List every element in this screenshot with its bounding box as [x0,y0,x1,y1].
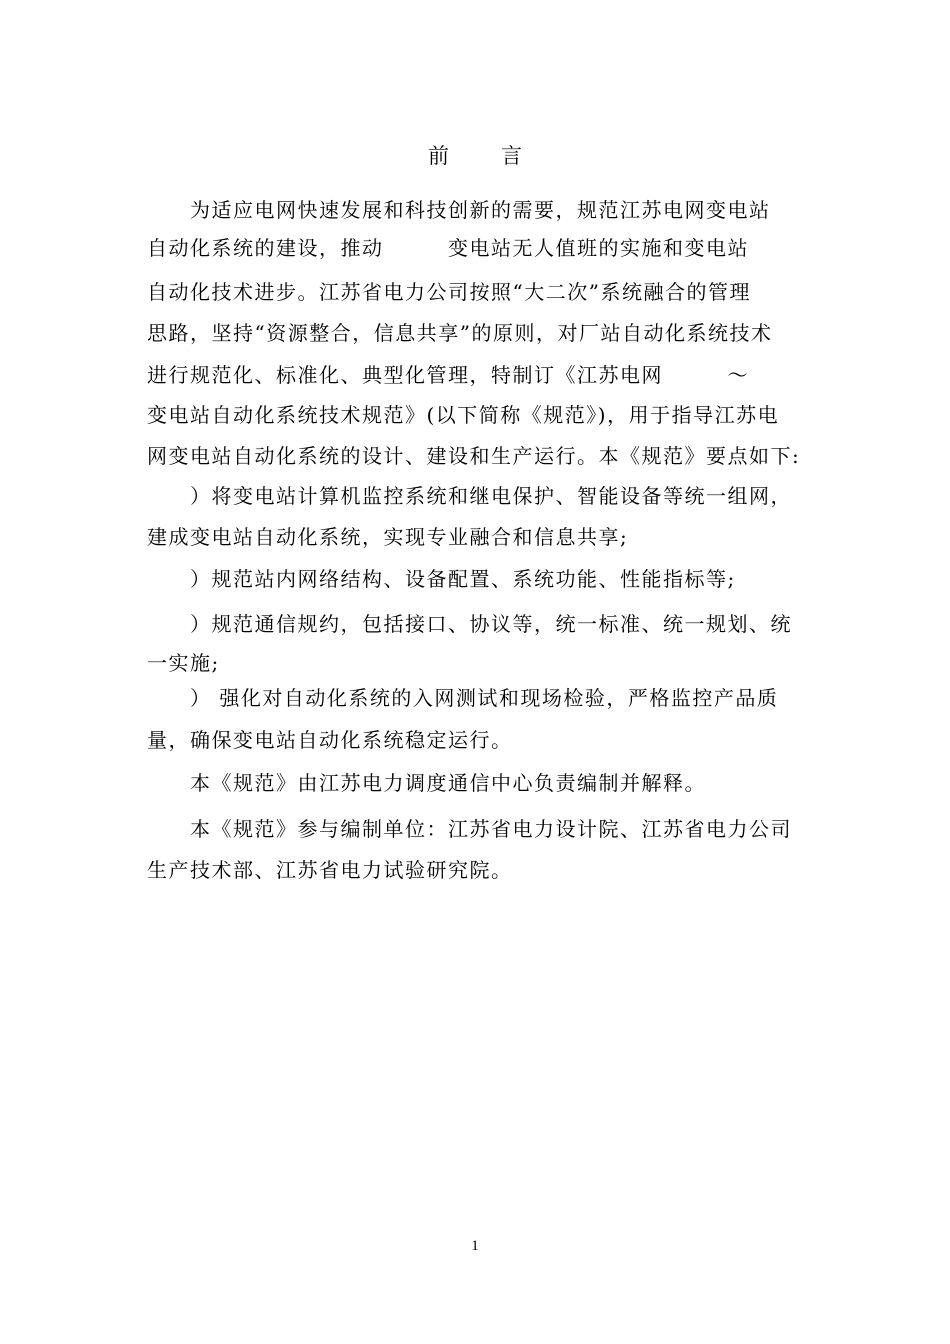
text-line: ）规范通信规约，包括接口、协议等，统一标准、统一规划、统 [147,612,792,636]
text-line: 网变电站自动化系统的设计、建设和生产运行。本《规范》要点如下: [147,444,801,468]
text-line: 量，确保变电站自动化系统稳定运行。 [147,728,513,752]
text-line: ）将变电站计算机监控系统和继电保护、智能设备等统一组网， [147,484,792,508]
text-line: 进行规范化、标准化、典型化管理，特制订《江苏电网 ～ [147,363,749,387]
text-line: 一实施; [147,651,220,675]
text-line: 变电站自动化系统技术规范》(以下简称《规范》)，用于指导江苏电 [147,403,780,427]
text-line: 本《规范》由江苏电力调度通信中心负责编制并解释。 [147,771,706,795]
text-line: 为适应电网快速发展和科技创新的需要，规范江苏电网变电站 [147,198,771,222]
text-line: 自动化系统的建设，推动 变电站无人值班的实施和变电站 [147,236,749,260]
text-line: 建成变电站自动化系统，实现专业融合和信息共享; [147,525,629,549]
text-line: 自动化技术进步。江苏省电力公司按照“大二次”系统融合的管理 [147,280,751,304]
page-title [0,141,950,171]
text-line: ）规范站内网络结构、设备配置、系统功能、性能指标等; [147,567,736,591]
text-line: ） 强化对自动化系统的入网测试和现场检验，严格监控产品质 [147,686,779,710]
text-line: 思路，坚持“资源整合，信息共享”的原则，对厂站自动化系统技术 [147,321,773,345]
page-number: 1 [471,1238,479,1254]
text-line: 生产技术部、江苏省电力试验研究院。 [147,858,513,882]
text-line: 本《规范》参与编制单位：江苏省电力设计院、江苏省电力公司 [147,817,792,841]
title-part-2: 言 [501,144,522,168]
title-part-1: 前 [428,144,449,168]
